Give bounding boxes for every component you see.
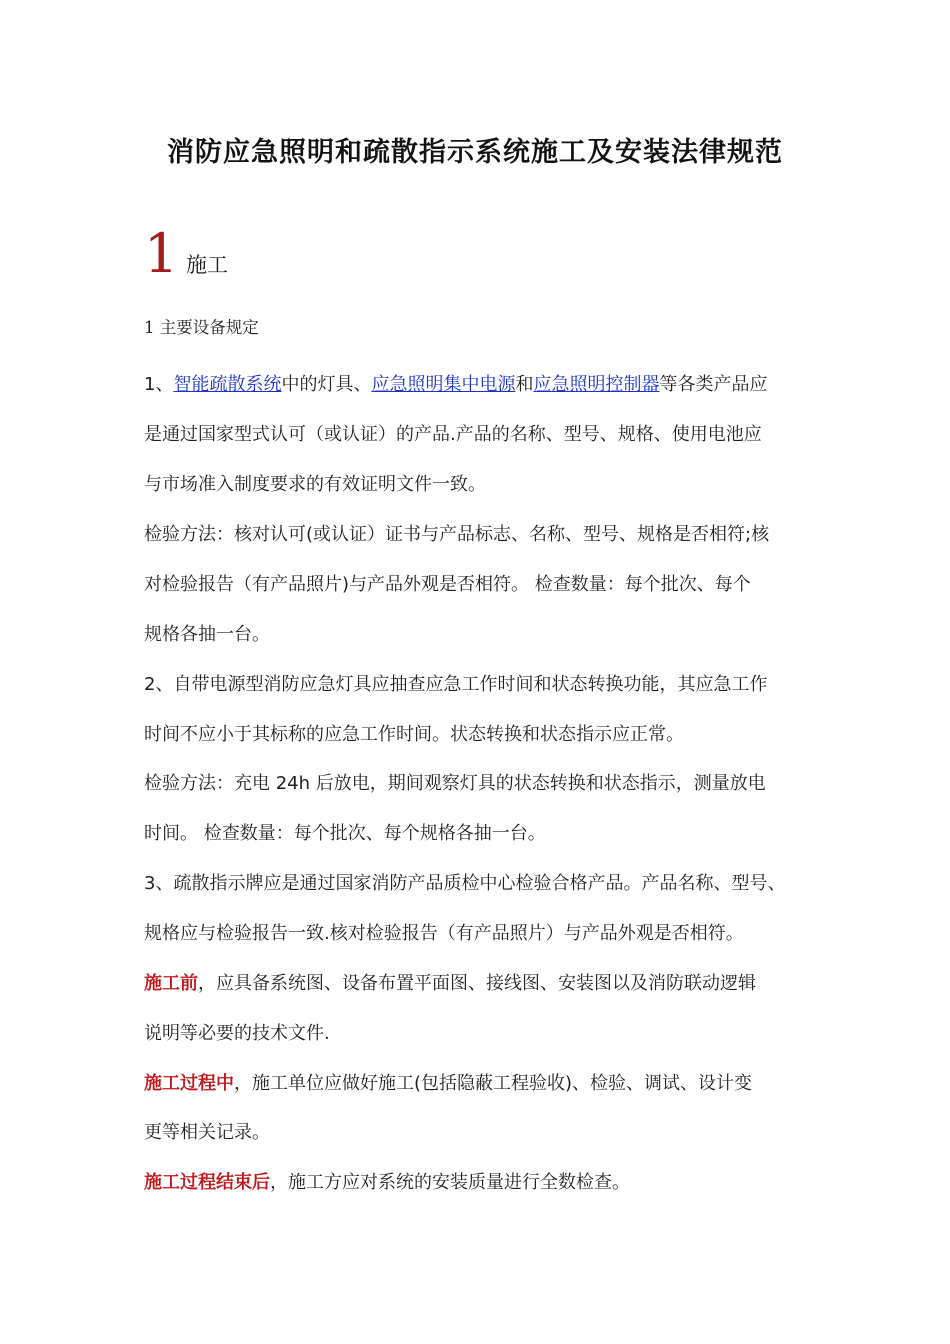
- item1-text3: 等各类产品应: [659, 374, 768, 395]
- item1-text2: 和: [515, 374, 534, 395]
- item1-line2: 是通过国家型式认可（或认证）的产品.产品的名称、型号、规格、使用电池应: [144, 424, 762, 445]
- link-smart-evacuation-system[interactable]: 智能疏散系统: [173, 374, 282, 395]
- before-construction-label: 施工前: [144, 973, 198, 994]
- item1-line1: [144, 372, 767, 398]
- during-construction-text: ，施工单位应做好施工(包括隐蔽工程验收)、检验、调试、设计变: [234, 1073, 753, 1094]
- section-number: 1: [144, 222, 179, 285]
- before-construction-line2: 说明等必要的技术文件.: [144, 1023, 330, 1044]
- subheading: 1 主要设备规定: [144, 318, 259, 337]
- after-construction-text: ，施工方应对系统的安装质量进行全数检查。: [270, 1172, 630, 1193]
- link-emergency-lighting-controller[interactable]: 应急照明控制器: [533, 374, 660, 395]
- item1-text1: 中的灯具、: [281, 374, 372, 395]
- item2-inspect-line1: 检验方法：充电 24h 后放电，期间观察灯具的状态转换和状态指示，测量放电: [144, 773, 766, 794]
- item1-inspect-line1: 检验方法：核对认可(或认证）证书与产品标志、名称、型号、规格是否相符;核: [144, 524, 770, 545]
- item2-line2: 时间不应小于其标称的应急工作时间。状态转换和状态指示应正常。: [144, 724, 684, 745]
- link-emergency-central-power[interactable]: 应急照明集中电源: [371, 374, 516, 395]
- item1-prefix: 1、: [144, 374, 174, 395]
- item1-line3: 与市场准入制度要求的有效证明文件一致。: [144, 474, 486, 495]
- after-construction-line1: [144, 1170, 630, 1196]
- item2-inspect-line2: 时间。 检查数量：每个批次、每个规格各抽一台。: [144, 823, 546, 844]
- during-construction-line1: [144, 1071, 752, 1097]
- item1-inspect-line2: 对检验报告（有产品照片)与产品外观是否相符。 检查数量：每个批次、每个: [144, 574, 751, 595]
- document-title: 消防应急照明和疏散指示系统施工及安装法律规范: [167, 137, 783, 168]
- during-construction-label: 施工过程中: [144, 1073, 234, 1094]
- before-construction-line1: [144, 971, 756, 997]
- after-construction-label: 施工过程结束后: [144, 1172, 270, 1193]
- before-construction-text: ，应具备系统图、设备布置平面图、接线图、安装图以及消防联动逻辑: [198, 973, 756, 994]
- item3-line1: 3、疏散指示牌应是通过国家消防产品质检中心检验合格产品。产品名称、型号、: [144, 873, 786, 894]
- item3-line2: 规格应与检验报告一致.核对检验报告（有产品照片）与产品外观是否相符。: [144, 923, 744, 944]
- item1-inspect-line3: 规格各抽一台。: [144, 624, 270, 645]
- section-title: 施工: [186, 253, 228, 277]
- item2-line1: 2、自带电源型消防应急灯具应抽查应急工作时间和状态转换功能，其应急工作: [144, 674, 768, 695]
- during-construction-line2: 更等相关记录。: [144, 1122, 270, 1143]
